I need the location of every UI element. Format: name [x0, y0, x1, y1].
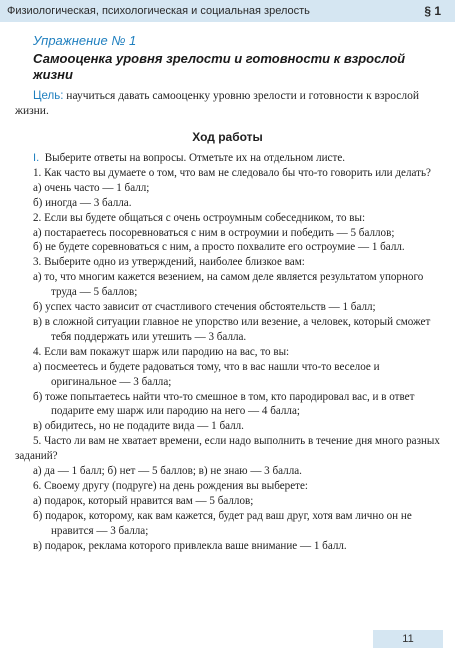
exercise-title: Самооценка уровня зрелости и готовности к взрослой жизни — [33, 51, 406, 82]
questions-block — [15, 151, 440, 553]
answer-line: в) обидитесь, но не подадите вида — 1 балл. — [33, 420, 244, 433]
roman-numeral: I. — [33, 152, 40, 164]
question-6: 6. Своему другу (подруге) на день рождения вы выберете: — [33, 479, 308, 492]
header-title: Физиологическая, психологическая и социальная зрелость — [7, 5, 310, 17]
question-5: 5. Часто ли вам не хватает времени, если надо выполнить в течение дня много разных заданий? — [15, 435, 440, 463]
answer-line: б) подарок, которому, как вам кажется, будет рад ваш друг, хотя вам лично он не нравится — 3 балла; — [33, 509, 412, 537]
answer-line: а) постараетесь посоревноваться с ним в остроумии и победить — 5 баллов; — [33, 226, 395, 239]
answer-line: а) подарок, который нравится вам — 5 баллов; — [33, 494, 254, 507]
answer-line: а) посмеетесь и будете радоваться тому, что в вас нашли что-то веселое и оригинальное — 3 балла; — [33, 360, 380, 388]
answer-line: а) да — 1 балл; б) нет — 5 баллов; в) не знаю — 3 балла. — [33, 465, 302, 478]
answer-line: б) тоже попытаетесь найти что-то смешное в том, кто пародировал вас, и в ответ подарите ему шарж или пародию на него — 4 балла; — [33, 390, 415, 418]
work-heading: Ход работы — [192, 130, 263, 144]
goal-label: Цель: — [33, 90, 64, 102]
running-header — [0, 0, 455, 22]
answer-line: а) то, что многим кажется везением, на самом деле является результатом упорного труда — 5 баллов; — [33, 271, 424, 299]
section-number: § 1 — [424, 4, 441, 18]
answer-line: а) очень часто — 1 балл; — [33, 181, 150, 194]
answer-line: б) успех часто зависит от счастливого стечения обстоятельств — 1 балл; — [33, 301, 376, 314]
answer-line: в) подарок, реклама которого привлекла ваше внимание — 1 балл. — [33, 539, 347, 552]
answer-line: б) не будете соревноваться с ним, а просто похвалите его остроумие — 1 балл. — [33, 241, 405, 254]
question-2: 2. Если вы будете общаться с очень остроумным собеседником, то вы: — [33, 211, 366, 224]
intro-text: Выберите ответы на вопросы. Отметьте их на отдельном листе. — [44, 152, 346, 164]
answer-line: в) в сложной ситуации главное не упорство или везение, а человек, который сможет тебя поддержать или утешить — 3 балла. — [33, 315, 431, 343]
goal-text: научиться давать самооценку уровню зрелости и готовности к взрослой жизни. — [15, 90, 420, 117]
question-3: 3. Выберите одно из утверждений, наиболее близкое вам: — [33, 256, 305, 269]
intro-line — [15, 151, 440, 166]
answer-line: б) иногда — 3 балла. — [33, 196, 132, 209]
exercise-label: Упражнение № 1 — [33, 33, 137, 48]
exercise-goal — [15, 89, 440, 119]
question-4: 4. Если вам покажут шарж или пародию на вас, то вы: — [33, 345, 290, 358]
page-number: 11 — [373, 630, 443, 648]
question-1: 1. Как часто вы думаете о том, что вам не следовало бы что-то говорить или делать? — [33, 166, 431, 179]
